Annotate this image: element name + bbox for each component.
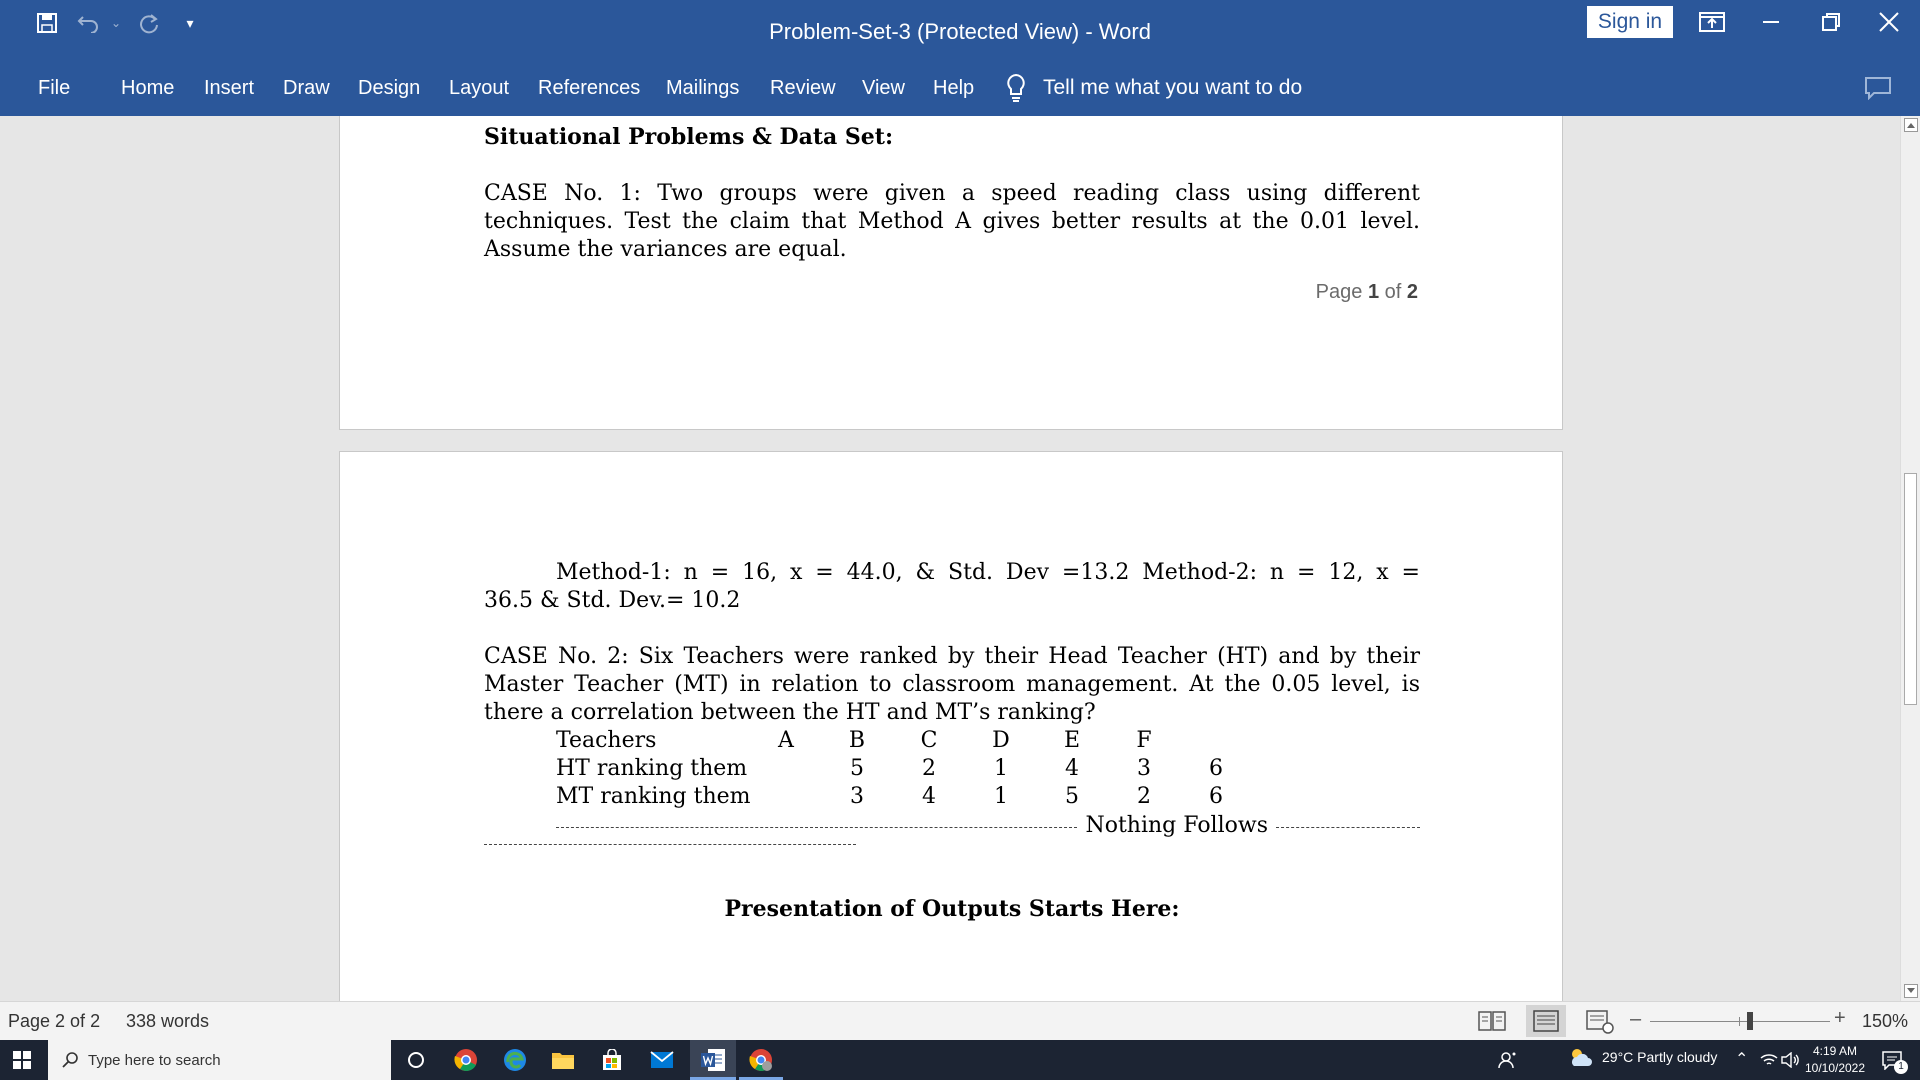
tab-layout[interactable]: Layout bbox=[449, 77, 510, 99]
search-placeholder: Type here to search bbox=[88, 1051, 221, 1069]
read-mode-icon[interactable] bbox=[1478, 1010, 1506, 1037]
page-current: 1 bbox=[1367, 281, 1380, 303]
clock[interactable] bbox=[1800, 1043, 1870, 1077]
table-col-c: C bbox=[920, 728, 938, 753]
search-icon bbox=[62, 1052, 78, 1068]
tab-file[interactable]: File bbox=[38, 77, 71, 99]
tab-design[interactable]: Design bbox=[358, 77, 421, 99]
page-number-footer bbox=[1316, 281, 1418, 304]
tab-home[interactable]: Home bbox=[121, 77, 175, 99]
zoom-slider-midmark bbox=[1739, 1017, 1740, 1026]
document-page-2[interactable] bbox=[339, 451, 1563, 1001]
word-app-icon[interactable] bbox=[697, 1044, 729, 1076]
case1-line-3: Assume the variances are equal. bbox=[484, 237, 847, 262]
scroll-thumb[interactable] bbox=[1904, 473, 1917, 705]
dashed-rule bbox=[1276, 827, 1420, 828]
tab-view[interactable]: View bbox=[862, 77, 905, 99]
table-header-label: Teachers bbox=[556, 728, 657, 753]
page-of: of bbox=[1384, 281, 1402, 303]
mail-icon[interactable] bbox=[646, 1044, 678, 1076]
weather-widget[interactable] bbox=[1568, 1046, 1717, 1068]
table-col-d: D bbox=[992, 728, 1010, 753]
nothing-follows-text: Nothing Follows bbox=[1085, 812, 1268, 838]
table-col-a: A bbox=[778, 728, 794, 753]
document-area[interactable] bbox=[0, 116, 1900, 1001]
print-layout-icon[interactable] bbox=[1526, 1005, 1566, 1037]
table-cell: 3 bbox=[850, 784, 864, 809]
taskbar-search-box[interactable] bbox=[48, 1040, 391, 1080]
tell-me-search[interactable] bbox=[1003, 70, 1302, 106]
method-line-2: 36.5 & Std. Dev.= 10.2 bbox=[484, 588, 741, 613]
edge-icon[interactable] bbox=[499, 1044, 531, 1076]
case1-line-2: techniques. Test the claim that Method A gives better results at the 0.01 level. bbox=[484, 209, 1420, 234]
table-cell: 4 bbox=[1065, 756, 1079, 781]
zoom-slider-thumb[interactable] bbox=[1747, 1012, 1753, 1030]
section-heading: Situational Problems & Data Set: bbox=[484, 124, 894, 150]
close-icon[interactable] bbox=[1864, 0, 1914, 44]
dashed-rule bbox=[484, 844, 856, 845]
clock-time: 4:19 AM bbox=[1812, 1044, 1858, 1058]
table-cell: 2 bbox=[1137, 784, 1151, 809]
table-cell: 6 bbox=[1209, 756, 1223, 781]
tab-insert[interactable]: Insert bbox=[204, 77, 255, 99]
scroll-up-icon[interactable] bbox=[1904, 118, 1918, 132]
page-label: Page bbox=[1315, 281, 1363, 303]
table-cell: 1 bbox=[994, 784, 1008, 809]
tab-help[interactable]: Help bbox=[933, 77, 975, 99]
zoom-out-icon[interactable]: – bbox=[1630, 1008, 1642, 1030]
case2-line-3: there a correlation between the HT and MT’s ranking? bbox=[484, 700, 1096, 725]
title-bar bbox=[0, 0, 1920, 62]
tab-references[interactable]: References bbox=[538, 77, 641, 99]
chrome-profile-icon[interactable] bbox=[745, 1044, 777, 1076]
zoom-in-icon[interactable]: + bbox=[1834, 1007, 1846, 1029]
notifications-icon[interactable] bbox=[1876, 1044, 1908, 1076]
table-cell: 5 bbox=[850, 756, 864, 781]
tab-draw[interactable]: Draw bbox=[283, 77, 330, 99]
table-col-e: E bbox=[1063, 728, 1081, 753]
page-total: 2 bbox=[1406, 281, 1418, 303]
ribbon-tab-bar bbox=[0, 62, 1920, 116]
zoom-level[interactable]: 150% bbox=[1862, 1011, 1909, 1031]
task-view-icon[interactable] bbox=[400, 1044, 432, 1076]
method-line-1: Method-1: n = 16, x = 44.0, & Std. Dev =13.2 Method-2: n = 12, x = bbox=[556, 560, 1420, 585]
tell-me-label: Tell me what you want to do bbox=[1043, 76, 1303, 99]
file-explorer-icon[interactable] bbox=[547, 1044, 579, 1076]
table-col-b: B bbox=[848, 728, 866, 753]
partly-cloudy-icon bbox=[1568, 1046, 1594, 1068]
document-page-1[interactable] bbox=[339, 116, 1563, 430]
comments-icon[interactable] bbox=[1864, 76, 1892, 105]
vertical-scrollbar[interactable] bbox=[1900, 116, 1920, 1001]
notification-badge: 1 bbox=[1894, 1060, 1908, 1074]
store-icon[interactable] bbox=[596, 1044, 628, 1076]
nothing-follows-line bbox=[556, 811, 1420, 839]
weather-text: 29°C Partly cloudy bbox=[1602, 1049, 1718, 1065]
minimize-icon[interactable] bbox=[1746, 0, 1796, 44]
table-cell: 1 bbox=[994, 756, 1008, 781]
document-title: Problem-Set-3 (Protected View) - Word bbox=[769, 19, 1151, 44]
table-cell: 2 bbox=[922, 756, 936, 781]
lightbulb-icon bbox=[1003, 72, 1029, 104]
ribbon-display-options-icon[interactable] bbox=[1687, 0, 1737, 44]
table-cell: 3 bbox=[1137, 756, 1151, 781]
case2-line-1: CASE No. 2: Six Teachers were ranked by their Head Teacher (HT) and by their bbox=[484, 644, 1420, 669]
chrome-icon[interactable] bbox=[450, 1044, 482, 1076]
table-cell: 6 bbox=[1209, 784, 1223, 809]
chevron-up-icon[interactable]: ⌃ bbox=[1735, 1051, 1749, 1068]
clock-date: 10/10/2022 bbox=[1804, 1061, 1866, 1075]
table-col-f: F bbox=[1136, 728, 1152, 753]
word-count[interactable]: 338 words bbox=[126, 1011, 210, 1031]
windows-start-icon[interactable] bbox=[6, 1044, 38, 1076]
word-taskbar-slot[interactable] bbox=[690, 1040, 736, 1080]
tab-review[interactable]: Review bbox=[770, 77, 836, 99]
tab-mailings[interactable]: Mailings bbox=[666, 77, 740, 99]
taskbar bbox=[0, 1040, 1920, 1080]
case1-line-1: CASE No. 1: Two groups were given a speed reading class using different bbox=[484, 181, 1420, 206]
case2-line-2: Master Teacher (MT) in relation to classroom management. At the 0.05 level, is bbox=[484, 672, 1420, 697]
status-bar bbox=[0, 1001, 1920, 1041]
scroll-down-icon[interactable] bbox=[1904, 984, 1918, 998]
undo-dropdown-icon[interactable]: ⌄ bbox=[110, 16, 122, 30]
table-cell: 5 bbox=[1065, 784, 1079, 809]
table-cell: 4 bbox=[922, 784, 936, 809]
restore-icon[interactable] bbox=[1806, 0, 1856, 44]
presentation-heading: Presentation of Outputs Starts Here: bbox=[724, 896, 1180, 922]
web-layout-icon[interactable] bbox=[1586, 1010, 1614, 1039]
dashed-rule bbox=[556, 827, 1077, 828]
customize-toolbar-icon[interactable]: ▾ bbox=[186, 14, 194, 31]
zoom-slider-track[interactable] bbox=[1650, 1021, 1830, 1022]
people-icon[interactable] bbox=[1492, 1044, 1524, 1076]
table-row-label: MT ranking them bbox=[556, 784, 751, 809]
table-row-label: HT ranking them bbox=[556, 756, 748, 781]
page-count[interactable]: Page 2 of 2 bbox=[8, 1011, 101, 1031]
sign-in-button[interactable]: Sign in bbox=[1587, 6, 1673, 38]
